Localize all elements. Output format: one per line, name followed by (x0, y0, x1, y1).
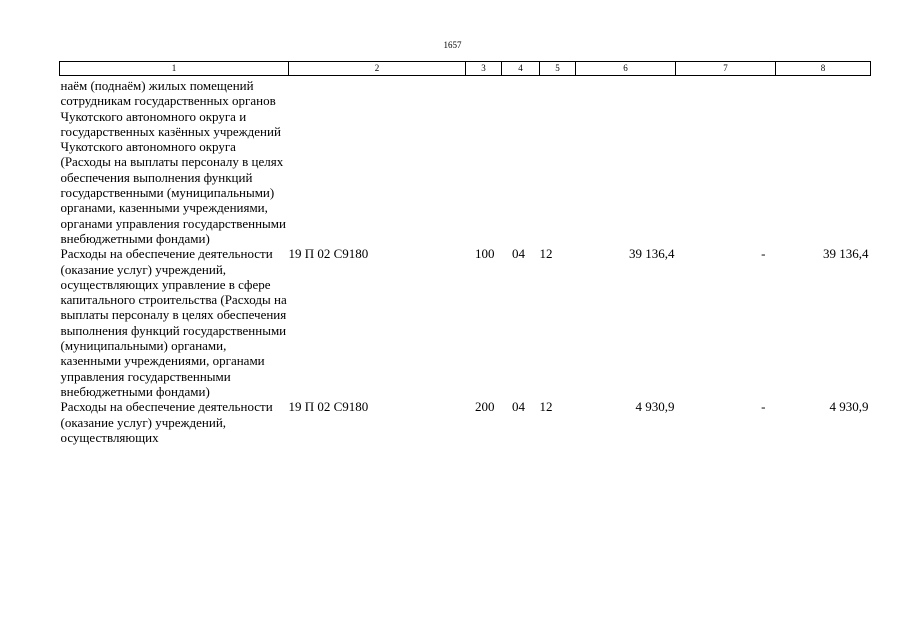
row-code: 19 П 02 С9180 (288, 246, 369, 262)
column-header: 4 (502, 62, 540, 76)
row-rz (502, 76, 540, 247)
page-number: 1657 (443, 40, 462, 50)
column-header: 5 (540, 62, 576, 76)
row-sum: 39 136,4 (629, 246, 675, 262)
table-row (60, 76, 871, 247)
row-vr: 200 (475, 399, 495, 415)
row-vr (466, 76, 502, 247)
row-rz: 04 (512, 399, 525, 415)
row-name: наём (поднаём) жилых помещений сотрудникам государственных органов Чукотского автономного округа и государственных казённых учреждений Чукотского автономного округа (Расходы на выплаты персоналу в целях обеспечения выполнения функций государственными (муниципальными) органами, казенными учреждениями, органами управления государственными внебюджетными фондами) (60, 78, 286, 246)
row-total (776, 76, 871, 247)
row-rz: 04 (512, 246, 525, 262)
row-total: 39 136,4 (823, 246, 869, 262)
row-code (289, 76, 466, 247)
row-name: Расходы на обеспечение деятельности (оказание услуг) учреждений, осуществляющих (60, 399, 273, 445)
row-change: - (761, 246, 766, 262)
row-pr: 12 (539, 399, 553, 415)
budget-table (59, 61, 871, 445)
row-name: Расходы на обеспечение деятельности (оказание услуг) учреждений, осуществляющих управление в сфере капитального строительства (Расходы на выплаты персоналу в целях обеспечения выполнения функций государственными (муниципальными) органами, казенными учреждениями, органами управления государственными внебюджетными фондами) (60, 246, 287, 399)
row-vr: 100 (475, 246, 495, 262)
row-sum: 4 930,9 (635, 399, 675, 415)
column-number-row (60, 62, 871, 76)
row-sum (576, 76, 676, 247)
column-header: 1 (60, 62, 289, 76)
table-row (60, 246, 871, 399)
column-header: 2 (289, 62, 466, 76)
column-header: 7 (676, 62, 776, 76)
row-code: 19 П 02 С9180 (288, 399, 369, 415)
row-total: 4 930,9 (829, 399, 869, 415)
row-change: - (761, 399, 766, 415)
column-header: 3 (466, 62, 502, 76)
column-header: 8 (776, 62, 871, 76)
row-change (676, 76, 776, 247)
table-row (60, 399, 871, 445)
row-pr (540, 76, 576, 247)
column-header: 6 (576, 62, 676, 76)
row-pr: 12 (539, 246, 553, 262)
